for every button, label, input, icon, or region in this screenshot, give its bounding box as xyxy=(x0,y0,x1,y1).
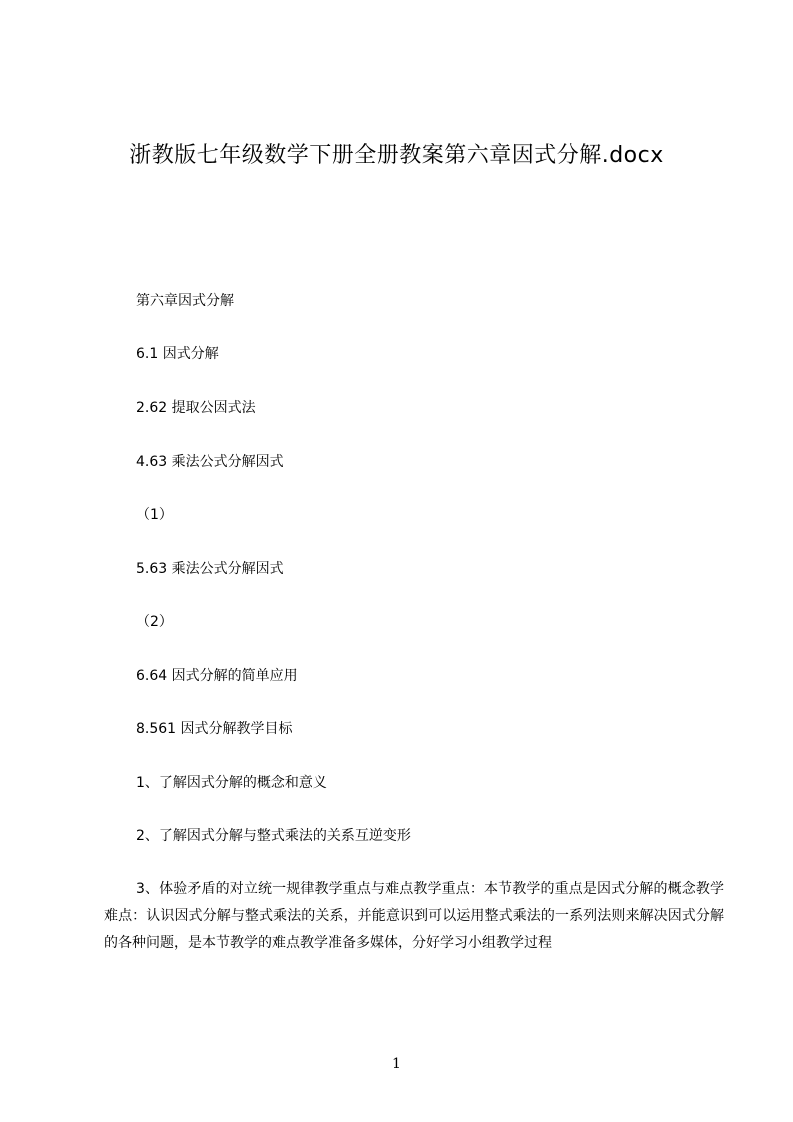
page-number: 1 xyxy=(392,1056,401,1072)
content-line-part-1: （1） xyxy=(136,507,173,523)
content-line-part-2: （2） xyxy=(136,614,173,630)
content-line-goal-2: 2、了解因式分解与整式乘法的关系互逆变形 xyxy=(136,828,411,844)
content-line-2-62: 2.62 提取公因式法 xyxy=(136,400,256,416)
content-paragraph-goal-3: 3、体验矛盾的对立统一规律教学重点与难点教学重点：本节教学的重点是因式分解的概念教学难点：认识因式分解与整式乘法的关系，并能意识到可以运用整式乘法的一系列法则来解决因式分解的各种问题，是本节教学的难点教学准备多媒体，分好学习小组教学过程 xyxy=(104,881,724,951)
content-line-goal-1: 1、了解因式分解的概念和意义 xyxy=(136,775,327,791)
content-line-6-1: 6.1 因式分解 xyxy=(136,346,219,362)
content-line-6-64: 6.64 因式分解的简单应用 xyxy=(136,668,298,684)
content-line-5-63: 5.63 乘法公式分解因式 xyxy=(136,561,284,577)
document-title: 浙教版七年级数学下册全册教案第六章因式分解.docx xyxy=(129,143,664,168)
content-line-8-561: 8.561 因式分解教学目标 xyxy=(136,721,293,737)
content-line-4-63: 4.63 乘法公式分解因式 xyxy=(136,454,284,470)
content-line-chapter: 第六章因式分解 xyxy=(136,293,234,309)
